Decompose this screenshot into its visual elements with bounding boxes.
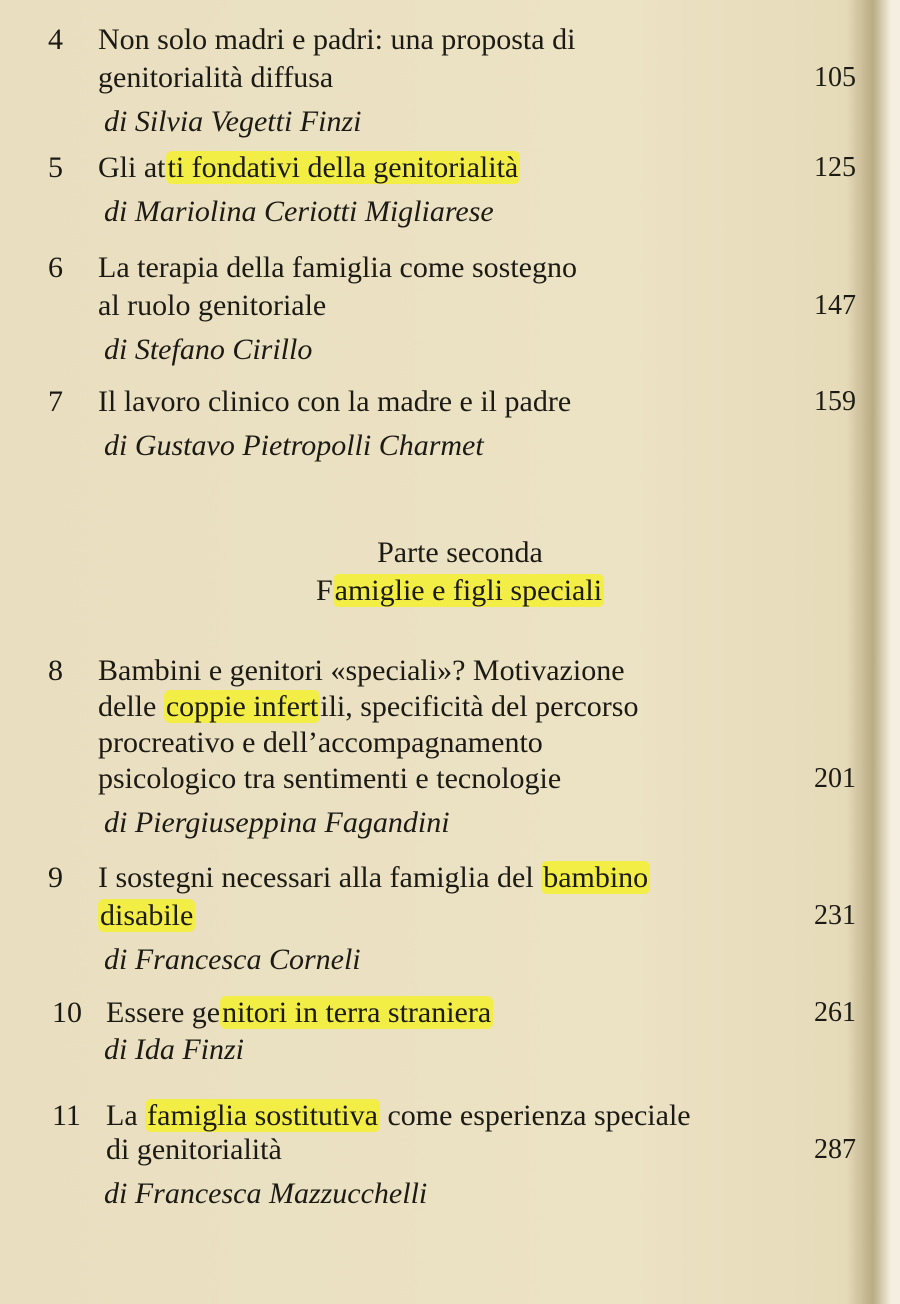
entry-number: 7: [48, 385, 63, 418]
entry-number: 8: [48, 654, 63, 687]
entry-title-line: [106, 1132, 282, 1168]
part-title: [0, 573, 900, 609]
entry-page-number: 287: [814, 1134, 856, 1165]
highlighted-text: coppie infert: [165, 690, 319, 723]
entry-page-number: 231: [814, 900, 856, 931]
entry-title-line: [98, 725, 543, 761]
highlighted-text: nitori in terra straniera: [222, 996, 492, 1029]
title-text: genitorialità diffusa: [98, 61, 334, 94]
entry-author: di Ida Finzi: [104, 1033, 244, 1066]
entry-title-line: [98, 761, 561, 797]
entry-page-number: 105: [814, 62, 856, 93]
title-text: Il lavoro clinico con la madre e il padre: [98, 385, 572, 418]
entry-author: di Piergiuseppina Fagandini: [104, 806, 450, 839]
entry-author: di Francesca Corneli: [104, 943, 361, 976]
entry-author: di Francesca Mazzucchelli: [104, 1177, 428, 1210]
entry-number: 5: [48, 151, 63, 184]
entry-number: 9: [48, 861, 63, 894]
part-title-text: F: [315, 574, 333, 607]
entry-page-number: 147: [814, 290, 856, 321]
entry-page-number: 125: [814, 152, 856, 183]
entry-title-line: [98, 22, 575, 58]
entry-number: 6: [48, 251, 63, 284]
entry-title-line: [98, 689, 638, 725]
title-text: Bambini e genitori «speciali»? Motivazione: [98, 654, 625, 687]
highlighted-text: ti fondativi della genitorialità: [167, 151, 519, 184]
title-text: di genitorialità: [106, 1133, 282, 1166]
title-text: come esperienza speciale: [379, 1099, 691, 1132]
entry-title-line: [98, 250, 577, 286]
highlighted-text: bambino: [543, 861, 649, 894]
entry-author: di Gustavo Pietropolli Charmet: [104, 429, 484, 462]
highlighted-text: disabile: [100, 899, 194, 932]
entry-title-line: [98, 653, 625, 689]
title-text: delle: [98, 690, 164, 723]
entry-page-number: 261: [814, 997, 856, 1028]
title-text: La terapia della famiglia come sostegno: [98, 251, 577, 284]
part-label: Parte seconda: [377, 536, 543, 569]
entry-title-line: [98, 384, 571, 420]
part-title-highlight: amiglie e figli speciali: [334, 574, 603, 607]
entry-title-line: [106, 1098, 691, 1134]
title-text: Non solo madri e padri: una proposta di: [98, 23, 576, 56]
entry-title-line: [98, 60, 333, 96]
title-text: La: [106, 1099, 146, 1132]
title-text: procreativo e dell’accompagnamento: [98, 726, 543, 759]
entry-author: di Stefano Cirillo: [104, 333, 313, 366]
entry-number: 4: [48, 23, 63, 56]
title-text: Essere ge: [106, 996, 221, 1029]
entry-number: 11: [52, 1099, 81, 1132]
entry-title-line: [98, 288, 326, 324]
entry-author: di Silvia Vegetti Finzi: [104, 105, 362, 138]
title-text: psicologico tra sentimenti e tecnologie: [98, 762, 562, 795]
entry-title-line: [98, 860, 650, 896]
entry-title-line: [106, 995, 493, 1031]
entry-title-line: [98, 150, 520, 186]
title-text: al ruolo genitoriale: [98, 289, 327, 322]
entry-page-number: 201: [814, 763, 856, 794]
title-text: Gli at: [98, 151, 166, 184]
entry-author: di Mariolina Ceriotti Migliarese: [104, 195, 494, 228]
entry-number: 10: [52, 996, 82, 1029]
highlighted-text: famiglia sostitutiva: [147, 1099, 378, 1132]
title-text: I sostegni necessari alla famiglia del: [98, 861, 542, 894]
entry-page-number: 159: [814, 386, 856, 417]
title-text: ili, specificità del percorso: [320, 690, 639, 723]
entry-title-line: [98, 898, 195, 934]
